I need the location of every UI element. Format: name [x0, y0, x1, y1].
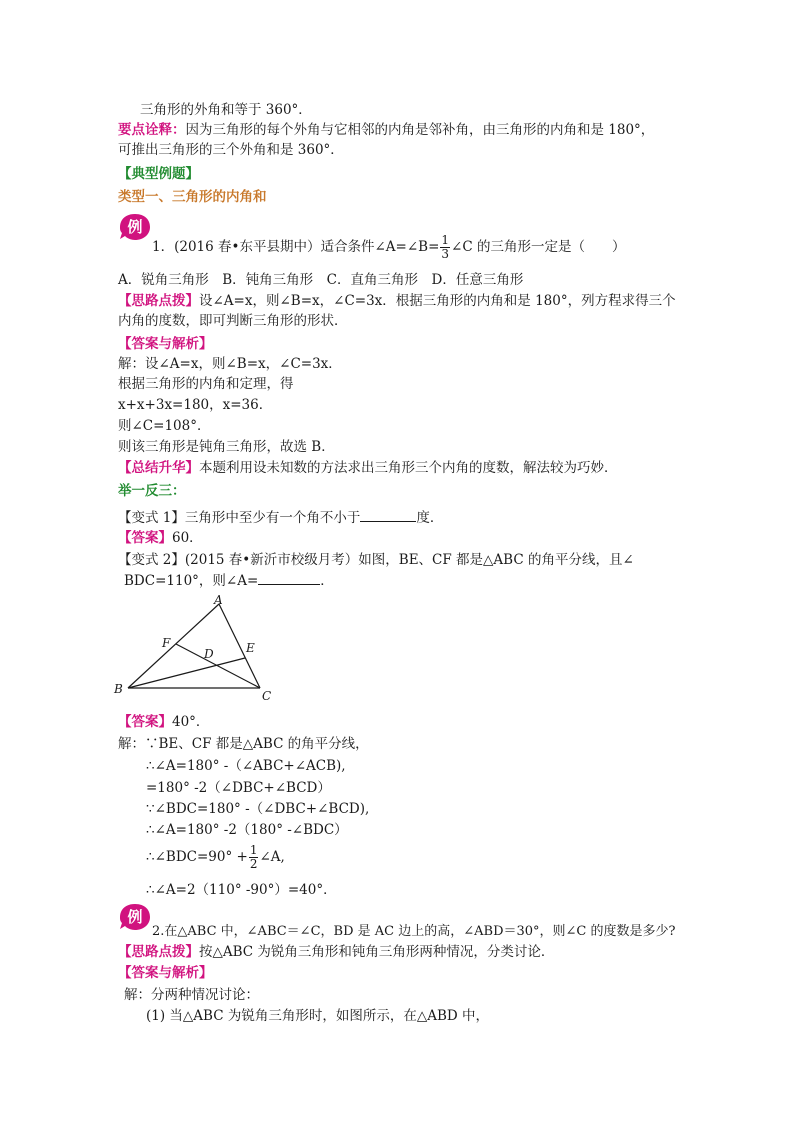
q1-solution-line: 根据三角形的内角和定理，得: [118, 376, 294, 392]
key-point-label: 要点诠释：: [118, 122, 186, 138]
q1-hint-line-1: 【思路点拨】设∠A=x，则∠B=x，∠C=3x．根据三角形的内角和是 180°，列方程求得三个: [118, 293, 676, 309]
answer-blank: [258, 570, 320, 585]
key-point-line-2: 可推出三角形的三个外角和是 360°．: [118, 142, 344, 158]
example-badge-1: [118, 212, 152, 242]
triangle-figure: [108, 590, 288, 702]
v2-solution-line: ∴∠A=2（110° -90°）=40°．: [146, 882, 337, 898]
key-point-line-1: 要点诠释：因为三角形的每个外角与它相邻的内角是邻补角，由三角形的内角和是 180°，: [118, 122, 655, 138]
label-e: E: [246, 641, 255, 655]
v2-solution-fraction-line: ∴∠BDC=90° + $\frac{1}{2}$ ∠A,: [146, 843, 285, 871]
label-b: B: [114, 682, 123, 696]
type-heading: 类型一、三角形的内角和: [118, 189, 267, 205]
label-f: F: [162, 636, 171, 650]
question-1: 1．(2016 春•东平县期中）适合条件∠A=∠B= $\frac{1}{3}$ ∠C 的三角形一定是（ ）: [152, 233, 626, 261]
practice-heading: 举一反三：: [118, 483, 186, 499]
q2-hint: 【思路点拨】按△ABC 为锐角三角形和钝角三角形两种情况，分类讨论．: [118, 944, 555, 960]
variant-1: 【变式 1】三角形中至少有一个角不小于 度．: [118, 507, 443, 528]
variant-1-answer: 【答案】60．: [118, 530, 203, 546]
v2-solution-line: ∵∠BDC=180° -（∠DBC+∠BCD),: [146, 801, 370, 817]
variant-2-line-2: BDC=110°，则∠A= ．: [124, 570, 334, 591]
svg-text:例: 例: [127, 218, 143, 236]
q1-solution-line: 解：设∠A=x，则∠B=x，∠C=3x．: [118, 356, 342, 372]
label-d: D: [204, 647, 214, 661]
label-a: A: [214, 593, 223, 607]
label-c: C: [262, 689, 272, 702]
q1-solution-line: x+x+3x=180，x=36．: [118, 397, 273, 413]
variant-2-answer: 【答案】40°．: [118, 714, 210, 730]
q2-answer-heading: 【答案与解析】: [118, 965, 213, 981]
q1-solution-line: 则∠C=108°．: [118, 418, 211, 434]
q1-summary: 【总结升华】本题利用设未知数的方法求出三角形三个内角的度数，解法较为巧妙．: [118, 460, 618, 476]
side-ab: [128, 604, 219, 688]
bisector-be: [128, 658, 245, 688]
q1-answer-heading: 【答案与解析】: [118, 336, 213, 352]
v2-solution-line: ∴∠A=180° -（∠ABC+∠ACB),: [146, 758, 346, 774]
q1-hint-line-2: 内角的度数，即可判断三角形的形状．: [118, 313, 348, 329]
question-2: 2.在△ABC 中，∠ABC＝∠C，BD 是 AC 边上的高，∠ABD＝30°，则∠C 的度数是多少?: [152, 924, 676, 939]
v2-solution-line: ∴∠A=180° -2（180° -∠BDC）: [146, 822, 348, 838]
q2-solution-line: (1) 当△ABC 为锐角三角形时，如图所示，在△ABD 中，: [146, 1008, 490, 1024]
question-1-options: A．锐角三角形 B．钝角三角形 C．直角三角形 D．任意三角形: [118, 272, 524, 288]
v2-solution-line: =180° -2（∠DBC+∠BCD）: [146, 780, 331, 796]
example-badge-2: [118, 902, 152, 932]
v2-fraction: $\frac{1}{2}$: [249, 843, 258, 871]
variant-2-line-1: 【变式 2】(2015 春•新沂市校级月考）如图，BE、CF 都是△ABC 的角平分线，且∠: [118, 552, 634, 568]
answer-blank: [360, 507, 416, 522]
q1-solution-line: 则该三角形是钝角三角形，故选 B．: [118, 439, 335, 455]
intro-line: 三角形的外角和等于 360°．: [140, 102, 312, 118]
v2-solution-line: 解：∵BE、CF 都是△ABC 的角平分线，: [118, 736, 369, 752]
svg-text:例: 例: [127, 908, 143, 926]
q2-solution-line: 解：分两种情况讨论：: [124, 987, 259, 1003]
q1-fraction: $\frac{1}{3}$: [441, 233, 450, 261]
examples-heading: 【典型例题】: [118, 166, 199, 182]
